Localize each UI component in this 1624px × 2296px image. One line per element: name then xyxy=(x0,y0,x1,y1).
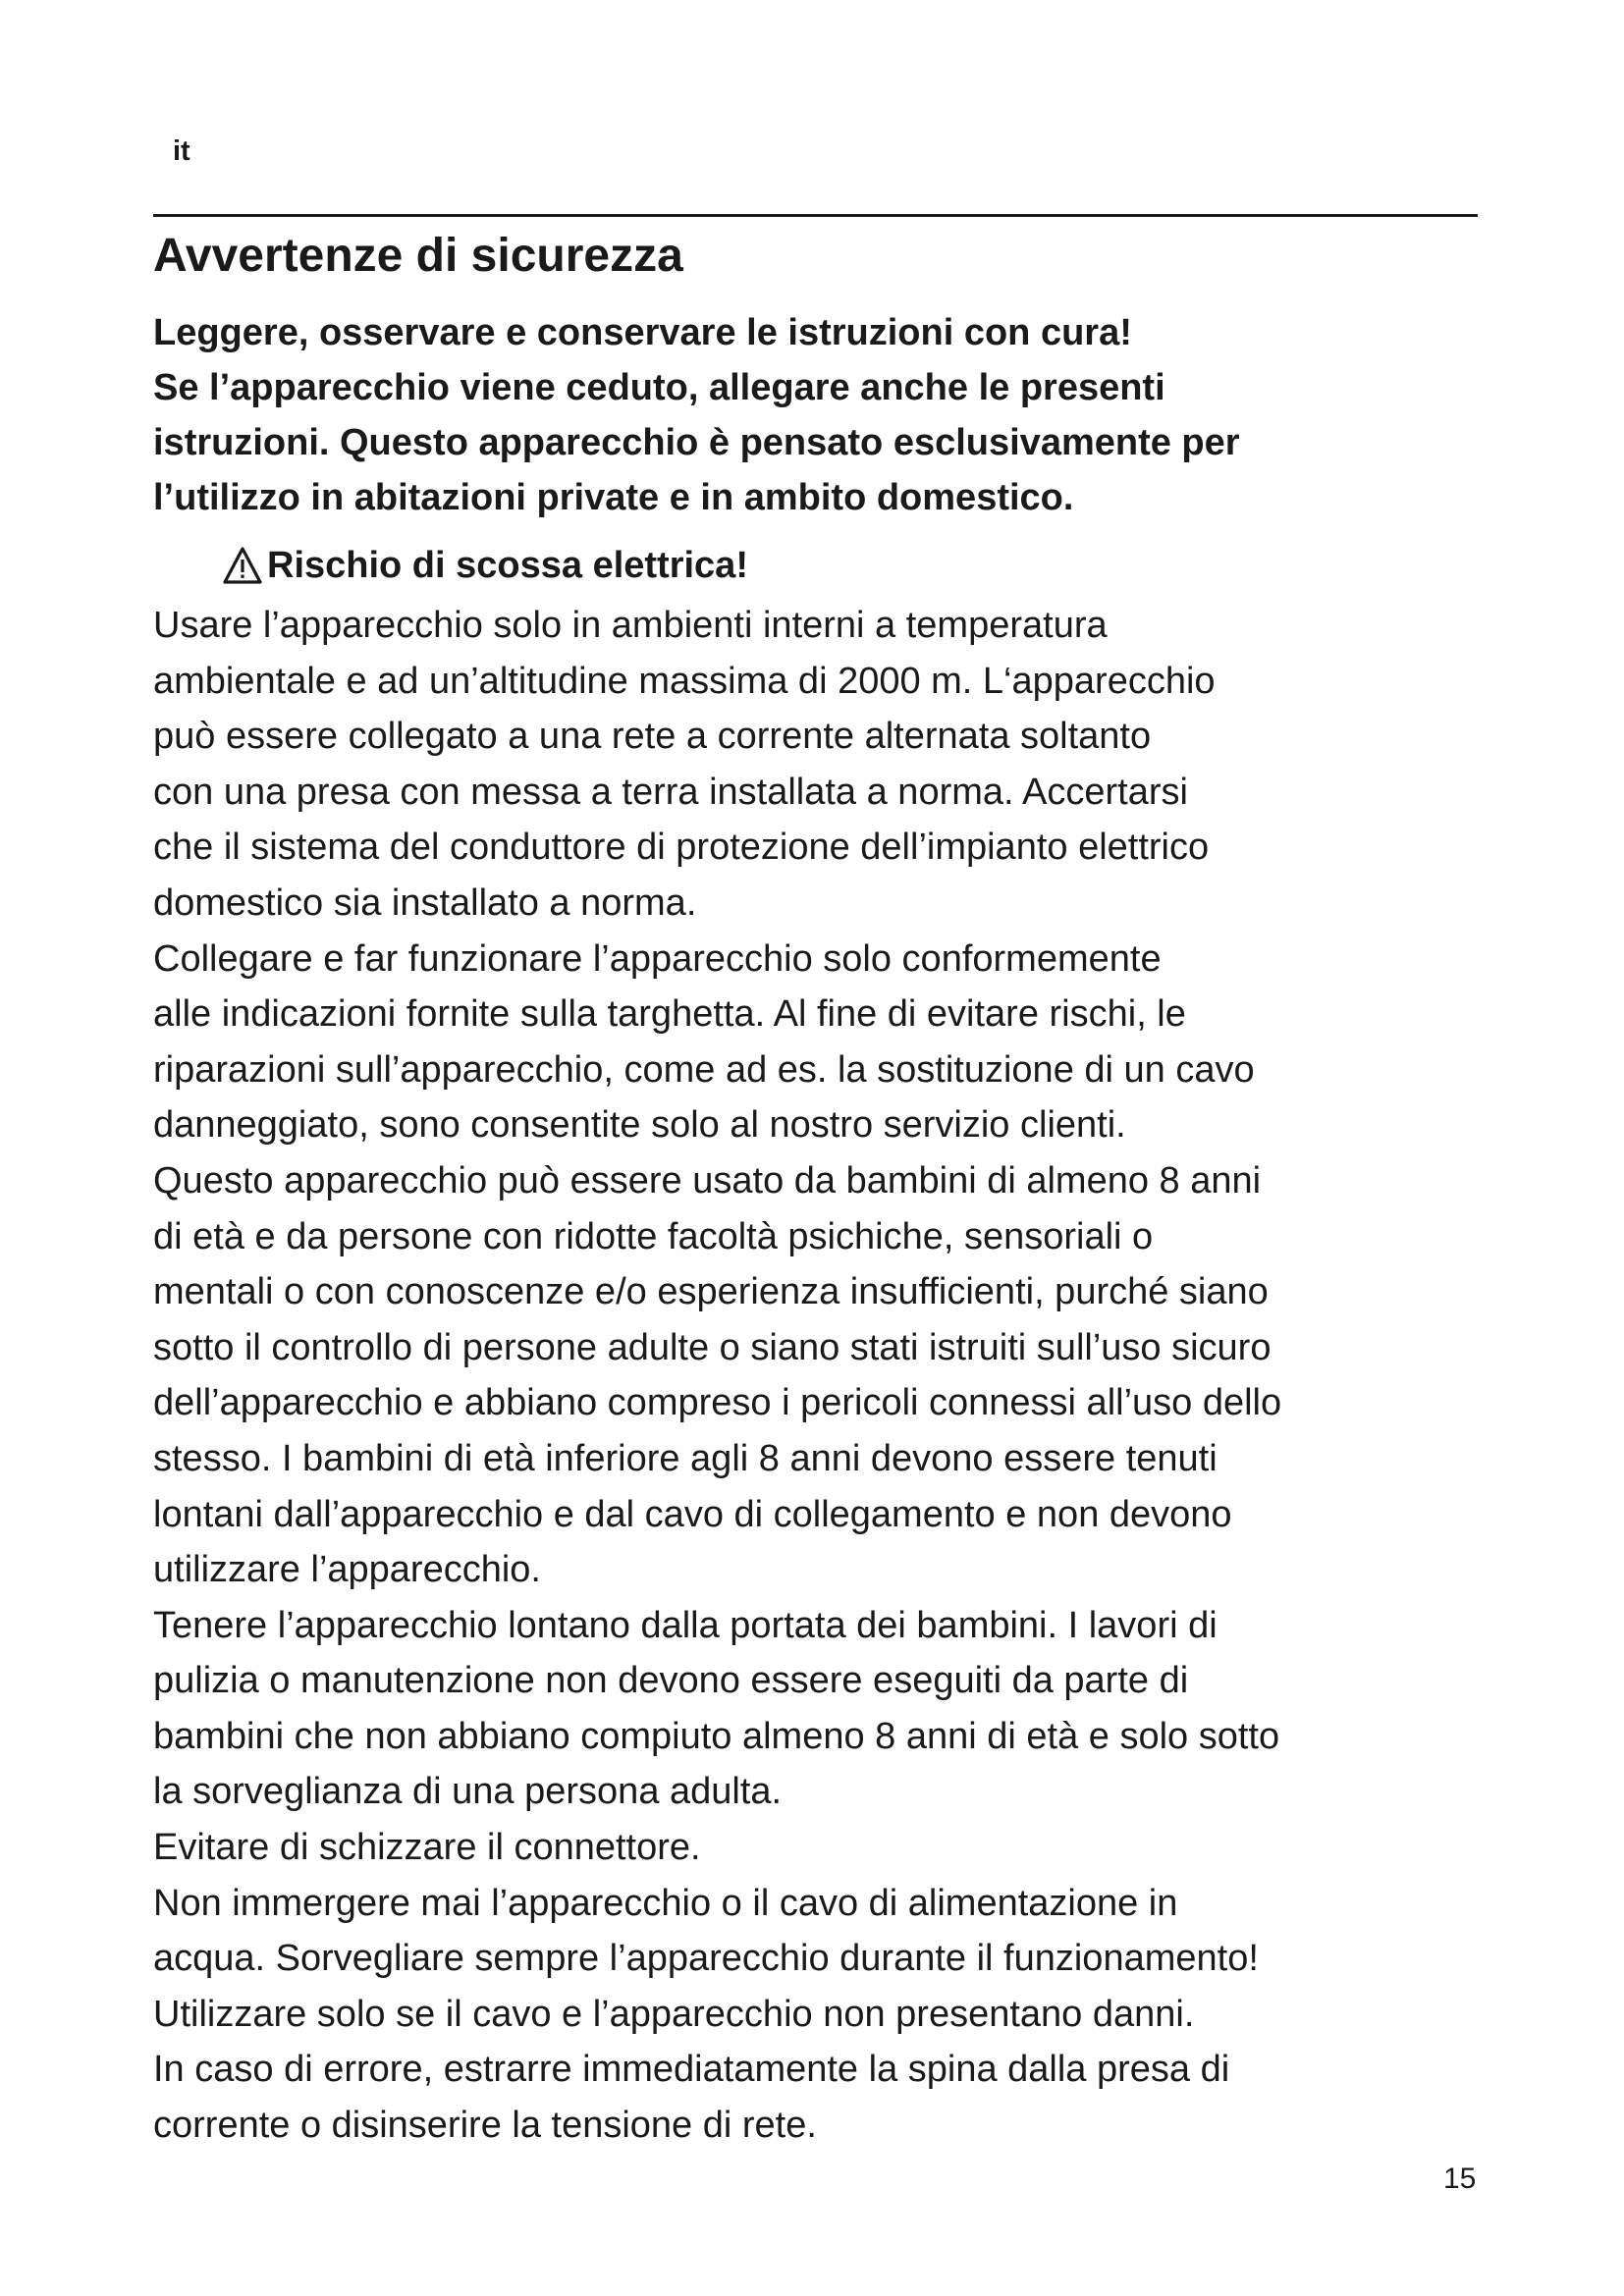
warning-heading-text: Rischio di scossa elettrica! xyxy=(267,545,748,586)
body-line: pulizia o manutenzione non devono essere eseguiti da parte di xyxy=(153,1660,1189,1702)
body-line: sotto il controllo di persone adulte o siano stati istruiti sull’uso sicuro xyxy=(153,1326,1272,1368)
body-line: dell’apparecchio e abbiano compreso i pericoli connessi all’uso dello xyxy=(153,1382,1282,1424)
body-line: domestico sia installato a norma. xyxy=(153,881,697,924)
intro-line: Leggere, osservare e conservare le istruzioni con cura! xyxy=(153,312,1132,353)
intro-paragraph xyxy=(153,305,1489,525)
warning-triangle-icon xyxy=(222,546,263,585)
body-line: Questo apparecchio può essere usato da bambini di almeno 8 anni xyxy=(153,1159,1262,1201)
body-line: utilizzare l’apparecchio. xyxy=(153,1549,541,1591)
header-divider xyxy=(153,214,1478,217)
body-line: lontani dall’apparecchio e dal cavo di collegamento e non devono xyxy=(153,1493,1232,1535)
intro-line: istruzioni. Questo apparecchio è pensato esclusivamente per xyxy=(153,422,1240,463)
body-line: può essere collegato a una rete a corrente alternata soltanto xyxy=(153,716,1152,758)
body-line: corrente o disinserire la tensione di rete. xyxy=(153,2105,817,2147)
body-line: bambini che non abbiano compiuto almeno 8 anni di età e solo sotto xyxy=(153,1715,1280,1757)
body-line: riparazioni sull’apparecchio, come ad es. la sostituzione di un cavo xyxy=(153,1048,1255,1091)
safety-body-text xyxy=(153,598,1508,2154)
body-line: stesso. I bambini di età inferiore agli 8 anni devono essere tenuti xyxy=(153,1437,1218,1479)
intro-line: l’utilizzo in abitazioni private e in ambito domestico. xyxy=(153,477,1074,518)
body-line: Usare l’apparecchio solo in ambienti interni a temperatura xyxy=(153,605,1108,646)
language-code: it xyxy=(173,135,190,167)
body-line: acqua. Sorvegliare sempre l’apparecchio durante il funzionamento! xyxy=(153,1938,1259,1980)
body-line: Non immergere mai l’apparecchio o il cavo di alimentazione in xyxy=(153,1882,1178,1924)
body-line: mentali o con conoscenze e/o esperienza insufficienti, purché siano xyxy=(153,1271,1269,1313)
warning-heading xyxy=(222,538,748,593)
page-number: 15 xyxy=(1443,2163,1477,2195)
body-line: In caso di errore, estrarre immediatamente la spina dalla presa di xyxy=(153,2049,1230,2091)
body-line: di età e da persone con ridotte facoltà psichiche, sensoriali o xyxy=(153,1215,1154,1257)
body-line: Tenere l’apparecchio lontano dalla portata dei bambini. I lavori di xyxy=(153,1604,1218,1646)
body-line: Collegare e far funzionare l’apparecchio solo conformemente xyxy=(153,937,1162,980)
body-line: ambientale e ad un’altitudine massima di 2000 m. L‘apparecchio xyxy=(153,660,1216,702)
body-line: Utilizzare solo se il cavo e l’apparecchio non presentano danni. xyxy=(153,1993,1195,2035)
section-title: Avvertenze di sicurezza xyxy=(153,230,683,282)
intro-line: Se l’apparecchio viene ceduto, allegare anche le presenti xyxy=(153,367,1165,408)
body-line: Evitare di schizzare il connettore. xyxy=(153,1827,701,1869)
body-line: con una presa con messa a terra installata a norma. Accertarsi xyxy=(153,771,1188,813)
body-line: la sorveglianza di una persona adulta. xyxy=(153,1771,783,1813)
body-line: danneggiato, sono consentite solo al nostro servizio clienti. xyxy=(153,1104,1126,1147)
body-line: che il sistema del conduttore di protezione dell’impianto elettrico xyxy=(153,827,1210,869)
body-line: alle indicazioni fornite sulla targhetta. Al fine di evitare rischi, le xyxy=(153,993,1186,1036)
